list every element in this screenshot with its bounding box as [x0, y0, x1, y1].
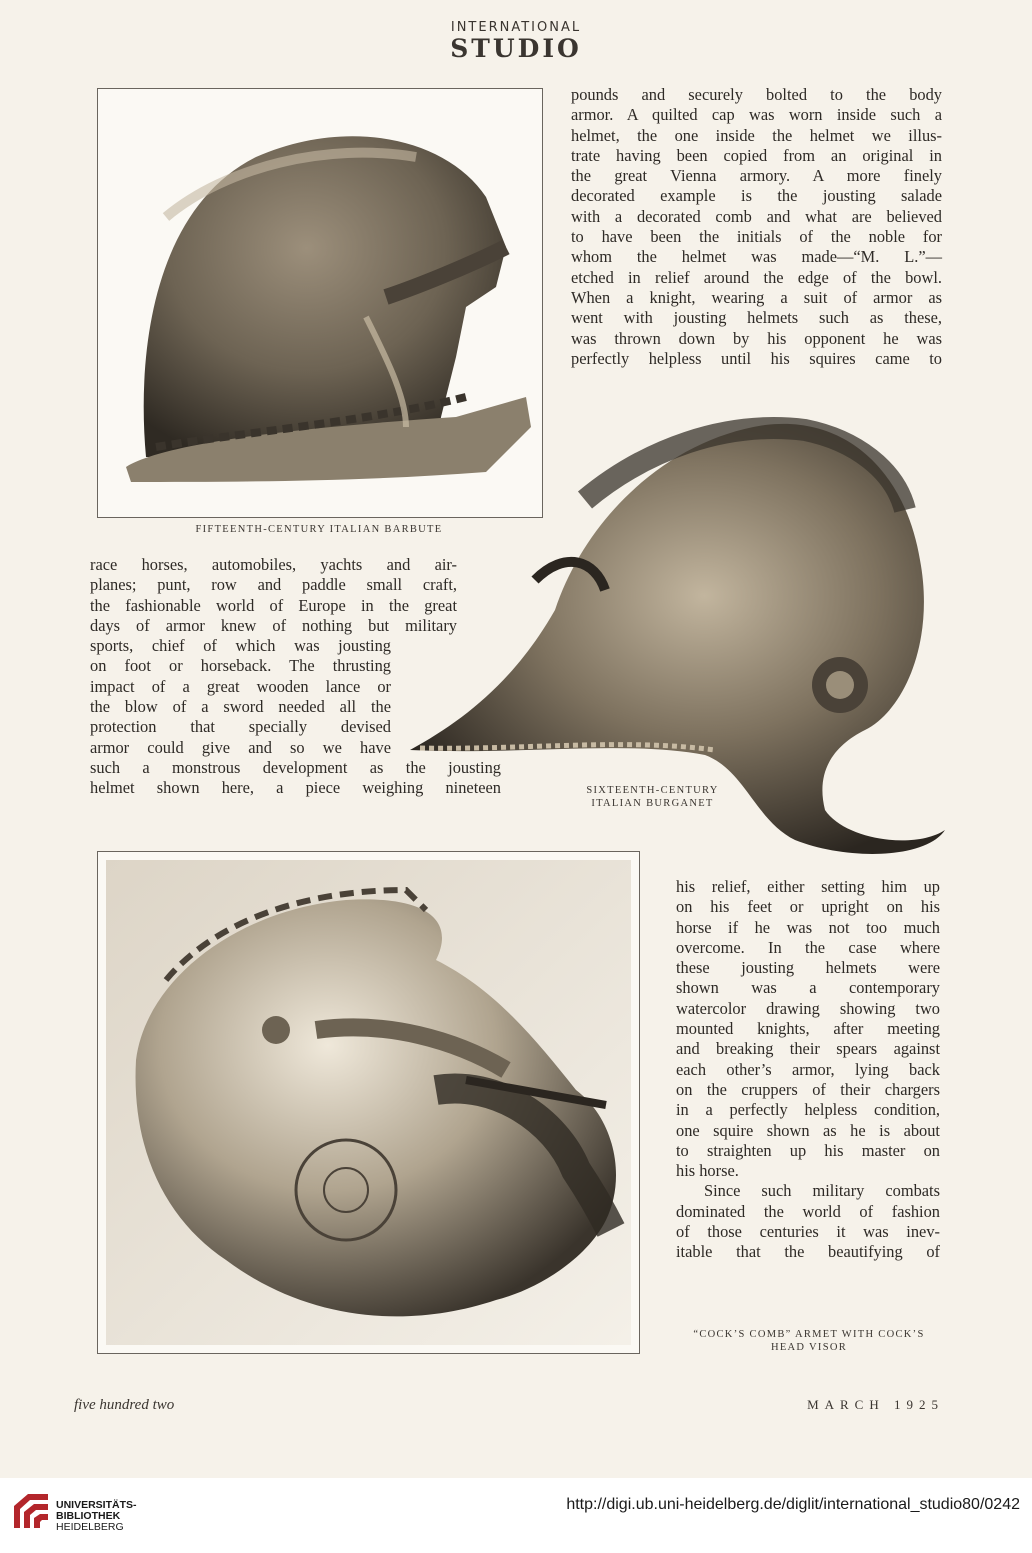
burganet-caption-line2: ITALIAN BURGANET	[591, 798, 714, 809]
text-line: helmet shown here, a piece weighing nineteen	[90, 778, 501, 798]
text-line: on his feet or upright on his	[676, 897, 940, 917]
text-line: these jousting helmets were	[676, 958, 940, 978]
text-line: planes; punt, row and paddle small craft,	[90, 575, 457, 595]
text-line: When a knight, wearing a suit of armor as	[571, 287, 942, 307]
text-line: the great Vienna armory. A more finely	[571, 166, 942, 186]
armet-helmet-image	[106, 860, 631, 1345]
text-line: watercolor drawing showing two	[676, 998, 940, 1018]
text-line: race horses, automobiles, yachts and air-	[90, 555, 457, 574]
text-line: itable that the beautifying of	[676, 1242, 940, 1262]
armet-photo	[106, 860, 631, 1345]
text-line: such a monstrous development as the jousting	[90, 757, 501, 777]
text-line: mounted knights, after meeting	[676, 1019, 940, 1039]
text-line: decorated example is the jousting salade	[571, 186, 942, 206]
barbute-caption: FIFTEENTH-CENTURY ITALIAN BARBUTE	[195, 524, 443, 535]
text-line: whom the helmet was made—“M. L.”—	[571, 247, 942, 267]
text-line: his horse.	[676, 1161, 739, 1181]
text-line: one squire shown as he is about	[676, 1120, 940, 1140]
text-line: with a decorated comb and what are believed	[571, 206, 942, 226]
logo-line3: HEIDELBERG	[56, 1521, 124, 1533]
text-line: of those centuries it was inev-	[676, 1222, 940, 1242]
text-line: sports, chief of which was jousting	[90, 636, 391, 656]
armet-caption-line1: “COCK’S COMB” ARMET WITH COCK’S	[693, 1329, 925, 1340]
burganet-caption-line1: SIXTEENTH-CENTURY	[586, 785, 719, 796]
text-line: protection that specially devised	[90, 717, 391, 737]
text-line: went with jousting helmets such as these,	[571, 308, 942, 328]
text-line: each other’s armor, lying back	[676, 1059, 940, 1079]
folio-right: MARCH 1925	[807, 1397, 944, 1412]
text-line: the fashionable world of Europe in the great	[90, 595, 457, 615]
text-line: pounds and securely bolted to the body	[571, 85, 942, 104]
folio-left: five hundred two	[74, 1397, 175, 1413]
text-column-right-bottom	[676, 877, 940, 1263]
text-line: impact of a great wooden lance or	[90, 676, 391, 696]
text-line: the blow of a sword needed all the	[90, 697, 391, 717]
text-line: days of armor knew of nothing but military	[90, 615, 457, 635]
text-line: trate having been copied from an original in	[571, 145, 942, 165]
text-line: his relief, either setting him up	[676, 877, 940, 896]
text-line: overcome. In the case where	[676, 937, 940, 957]
text-line: and breaking their spears against	[676, 1039, 940, 1059]
text-line: on the cruppers of their chargers	[676, 1079, 940, 1099]
text-line: helmet, the one inside the helmet we illus-	[571, 125, 942, 145]
text-column-left-middle	[90, 555, 501, 799]
text-line: in a perfectly helpless condition,	[676, 1100, 940, 1120]
text-line: Since such military combats	[704, 1181, 940, 1201]
source-url-link[interactable]: http://digi.ub.uni-heidelberg.de/diglit/international_studio80/0242	[566, 1496, 1020, 1513]
logo-line1: UNIVERSITÄTS-	[56, 1499, 137, 1511]
text-line: to have been the initials of the noble for	[571, 227, 942, 247]
library-logo-text	[56, 1500, 137, 1533]
text-line: horse if he was not too much	[676, 917, 940, 937]
text-line: dominated the world of fashion	[676, 1201, 940, 1221]
text-line: to straighten up his master on	[676, 1140, 940, 1160]
armet-caption-line2: HEAD VISOR	[770, 1342, 848, 1353]
burganet-caption	[560, 784, 745, 810]
text-column-right-top	[571, 85, 942, 369]
text-line: was thrown down by his opponent he was	[571, 328, 942, 348]
masthead-top: INTERNATIONAL	[450, 20, 582, 35]
text-line: shown was a contemporary	[676, 978, 940, 998]
armet-photo-frame	[97, 851, 640, 1354]
armet-caption	[664, 1328, 954, 1354]
text-line: etched in relief around the edge of the bowl.	[571, 267, 942, 287]
logo-line2: BIBLIOTHEK	[56, 1510, 121, 1522]
footer-bar	[0, 1478, 1032, 1553]
text-line: armor. A quilted cap was worn inside such a	[571, 105, 942, 125]
text-line: on foot or horseback. The thrusting	[90, 656, 391, 676]
text-line: armor could give and so we have	[90, 737, 391, 757]
text-line: perfectly helpless until his squires came to	[571, 348, 942, 368]
masthead-title: STUDIO	[450, 34, 582, 63]
library-logo-icon	[10, 1490, 52, 1532]
